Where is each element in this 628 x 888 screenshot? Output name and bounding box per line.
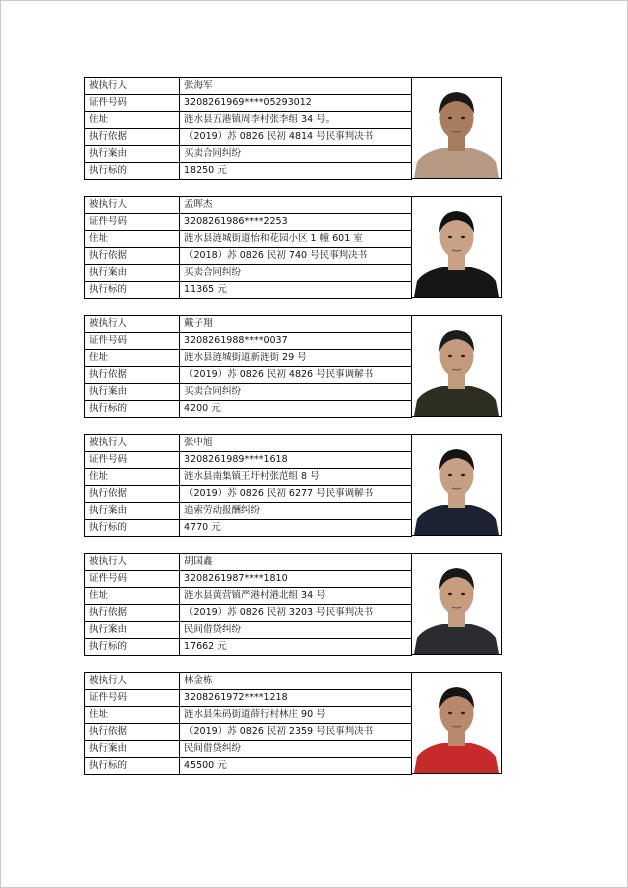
value-cause: 追索劳动报酬纠纷 — [180, 503, 412, 520]
label-cause: 执行案由 — [85, 265, 180, 282]
row-address — [85, 469, 412, 486]
row-basis — [85, 486, 412, 503]
row-name — [85, 435, 412, 452]
value-name: 戴子翔 — [180, 316, 412, 333]
row-basis — [85, 248, 412, 265]
value-name: 孟晖杰 — [180, 197, 412, 214]
value-basis: （2018）苏 0826 民初 740 号民事判决书 — [180, 248, 412, 265]
label-name: 被执行人 — [85, 78, 180, 95]
value-id: 3208261969****05293012 — [180, 95, 412, 112]
row-amount — [85, 520, 412, 537]
row-id — [85, 95, 412, 112]
row-cause — [85, 265, 412, 282]
value-amount: 45500 元 — [180, 758, 412, 775]
value-name: 林金栋 — [180, 673, 412, 690]
record-table — [84, 77, 412, 180]
label-name: 被执行人 — [85, 197, 180, 214]
portrait-photo — [411, 434, 502, 536]
row-id — [85, 452, 412, 469]
value-basis: （2019）苏 0826 民初 4814 号民事判决书 — [180, 129, 412, 146]
portrait-photo — [411, 77, 502, 179]
record-table — [84, 553, 412, 656]
row-address — [85, 350, 412, 367]
row-basis — [85, 605, 412, 622]
value-cause: 买卖合同纠纷 — [180, 146, 412, 163]
value-amount: 18250 元 — [180, 163, 412, 180]
row-basis — [85, 724, 412, 741]
label-basis: 执行依据 — [85, 248, 180, 265]
person-record — [84, 672, 502, 774]
portrait-photo — [411, 553, 502, 655]
row-basis — [85, 129, 412, 146]
record-table — [84, 434, 412, 537]
label-basis: 执行依据 — [85, 724, 180, 741]
row-cause — [85, 146, 412, 163]
label-cause: 执行案由 — [85, 503, 180, 520]
label-address: 住址 — [85, 588, 180, 605]
label-amount: 执行标的 — [85, 639, 180, 656]
label-name: 被执行人 — [85, 554, 180, 571]
row-cause — [85, 384, 412, 401]
row-amount — [85, 163, 412, 180]
value-basis: （2019）苏 0826 民初 3203 号民事判决书 — [180, 605, 412, 622]
records-list — [84, 77, 502, 791]
person-record — [84, 434, 502, 536]
portrait-image — [412, 316, 501, 416]
label-name: 被执行人 — [85, 673, 180, 690]
row-address — [85, 707, 412, 724]
label-amount: 执行标的 — [85, 282, 180, 299]
value-cause: 民间借贷纠纷 — [180, 622, 412, 639]
value-id: 3208261972****1218 — [180, 690, 412, 707]
label-amount: 执行标的 — [85, 758, 180, 775]
label-amount: 执行标的 — [85, 401, 180, 418]
row-name — [85, 78, 412, 95]
value-id: 3208261988****0037 — [180, 333, 412, 350]
value-id: 3208261989****1618 — [180, 452, 412, 469]
row-name — [85, 197, 412, 214]
label-amount: 执行标的 — [85, 520, 180, 537]
portrait-image — [412, 197, 501, 297]
row-address — [85, 112, 412, 129]
row-amount — [85, 282, 412, 299]
value-amount: 4770 元 — [180, 520, 412, 537]
label-basis: 执行依据 — [85, 605, 180, 622]
label-id: 证件号码 — [85, 690, 180, 707]
label-id: 证件号码 — [85, 571, 180, 588]
value-cause: 买卖合同纠纷 — [180, 265, 412, 282]
person-record — [84, 315, 502, 417]
record-table — [84, 672, 412, 775]
row-amount — [85, 758, 412, 775]
value-name: 张海军 — [180, 78, 412, 95]
value-amount: 4200 元 — [180, 401, 412, 418]
row-cause — [85, 741, 412, 758]
row-cause — [85, 503, 412, 520]
row-id — [85, 333, 412, 350]
label-address: 住址 — [85, 707, 180, 724]
portrait-photo — [411, 315, 502, 417]
portrait-image — [412, 435, 501, 535]
value-address: 涟水县朱码街道薛行村林庄 90 号 — [180, 707, 412, 724]
label-cause: 执行案由 — [85, 622, 180, 639]
value-name: 张中旭 — [180, 435, 412, 452]
label-address: 住址 — [85, 112, 180, 129]
value-basis: （2019）苏 0826 民初 2359 号民事判决书 — [180, 724, 412, 741]
label-cause: 执行案由 — [85, 384, 180, 401]
row-name — [85, 316, 412, 333]
portrait-image — [412, 78, 501, 178]
value-address: 涟水县黄营镇严港村港北组 34 号 — [180, 588, 412, 605]
label-basis: 执行依据 — [85, 129, 180, 146]
row-cause — [85, 622, 412, 639]
row-name — [85, 554, 412, 571]
label-name: 被执行人 — [85, 435, 180, 452]
portrait-photo — [411, 196, 502, 298]
label-name: 被执行人 — [85, 316, 180, 333]
label-basis: 执行依据 — [85, 367, 180, 384]
person-record — [84, 196, 502, 298]
label-address: 住址 — [85, 350, 180, 367]
value-id: 3208261986****2253 — [180, 214, 412, 231]
record-table — [84, 196, 412, 299]
person-record — [84, 77, 502, 179]
record-table — [84, 315, 412, 418]
value-basis: （2019）苏 0826 民初 4826 号民事调解书 — [180, 367, 412, 384]
value-basis: （2019）苏 0826 民初 6277 号民事调解书 — [180, 486, 412, 503]
label-address: 住址 — [85, 469, 180, 486]
label-id: 证件号码 — [85, 333, 180, 350]
person-record — [84, 553, 502, 655]
value-id: 3208261987****1810 — [180, 571, 412, 588]
value-amount: 11365 元 — [180, 282, 412, 299]
value-name: 胡国鑫 — [180, 554, 412, 571]
row-amount — [85, 401, 412, 418]
label-cause: 执行案由 — [85, 146, 180, 163]
row-basis — [85, 367, 412, 384]
value-address: 涟水县五港镇周李村张李组 34 号。 — [180, 112, 412, 129]
row-id — [85, 214, 412, 231]
label-address: 住址 — [85, 231, 180, 248]
row-amount — [85, 639, 412, 656]
portrait-photo — [411, 672, 502, 774]
label-id: 证件号码 — [85, 452, 180, 469]
value-amount: 17662 元 — [180, 639, 412, 656]
value-address: 涟水县南集镇王圩村张范组 8 号 — [180, 469, 412, 486]
value-address: 涟水县涟城街道怡和花园小区 1 幢 601 室 — [180, 231, 412, 248]
row-address — [85, 231, 412, 248]
portrait-image — [412, 673, 501, 773]
label-id: 证件号码 — [85, 214, 180, 231]
row-address — [85, 588, 412, 605]
label-cause: 执行案由 — [85, 741, 180, 758]
label-id: 证件号码 — [85, 95, 180, 112]
row-id — [85, 690, 412, 707]
portrait-image — [412, 554, 501, 654]
label-basis: 执行依据 — [85, 486, 180, 503]
row-name — [85, 673, 412, 690]
label-amount: 执行标的 — [85, 163, 180, 180]
value-cause: 买卖合同纠纷 — [180, 384, 412, 401]
value-cause: 民间借贷纠纷 — [180, 741, 412, 758]
row-id — [85, 571, 412, 588]
value-address: 涟水县涟城街道新涟街 29 号 — [180, 350, 412, 367]
